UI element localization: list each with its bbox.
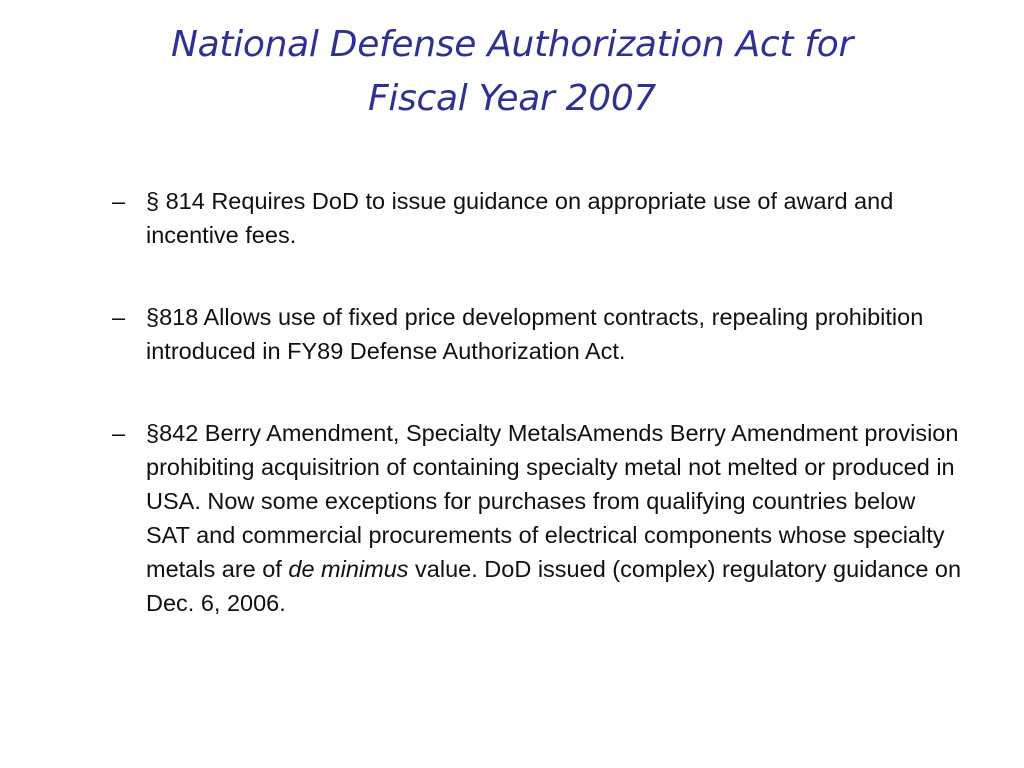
bullet-text-italic: de minimus xyxy=(288,556,409,582)
bullet-text: § 814 Requires DoD to issue guidance on appropriate use of award and incentive fees. xyxy=(146,188,894,248)
bullet-dash: – xyxy=(112,420,126,446)
bullet-item-section-818 xyxy=(112,300,962,368)
bullet-dash: – xyxy=(112,188,126,214)
bullet-list xyxy=(112,184,962,668)
bullet-text xyxy=(146,420,961,616)
bullet-text: §818 Allows use of fixed price development contracts, repealing prohibition introduced in FY89 Defense Authorization Act. xyxy=(146,304,924,364)
bullet-text-part: §842 Berry Amendment, Specialty MetalsAmends Berry Amendment provision prohibiting acquisitrion of containing specialty metal not melted or produced in USA. Now some exceptions for purchases from qualifying countries below SAT and commercial procurements of electrical components whose specialty metals are of xyxy=(146,420,959,582)
bullet-item-section-814 xyxy=(112,184,962,252)
bullet-text-part: value. DoD issued (complex) regulatory guidance on Dec. 6, 2006. xyxy=(146,556,962,616)
slide-title xyxy=(40,18,984,126)
bullet-dash: – xyxy=(112,304,126,330)
slide-title-line-2: Fiscal Year 2007 xyxy=(367,78,657,119)
bullet-item-section-842 xyxy=(112,416,962,620)
slide-title-line-1: National Defense Authorization Act for xyxy=(171,24,853,65)
